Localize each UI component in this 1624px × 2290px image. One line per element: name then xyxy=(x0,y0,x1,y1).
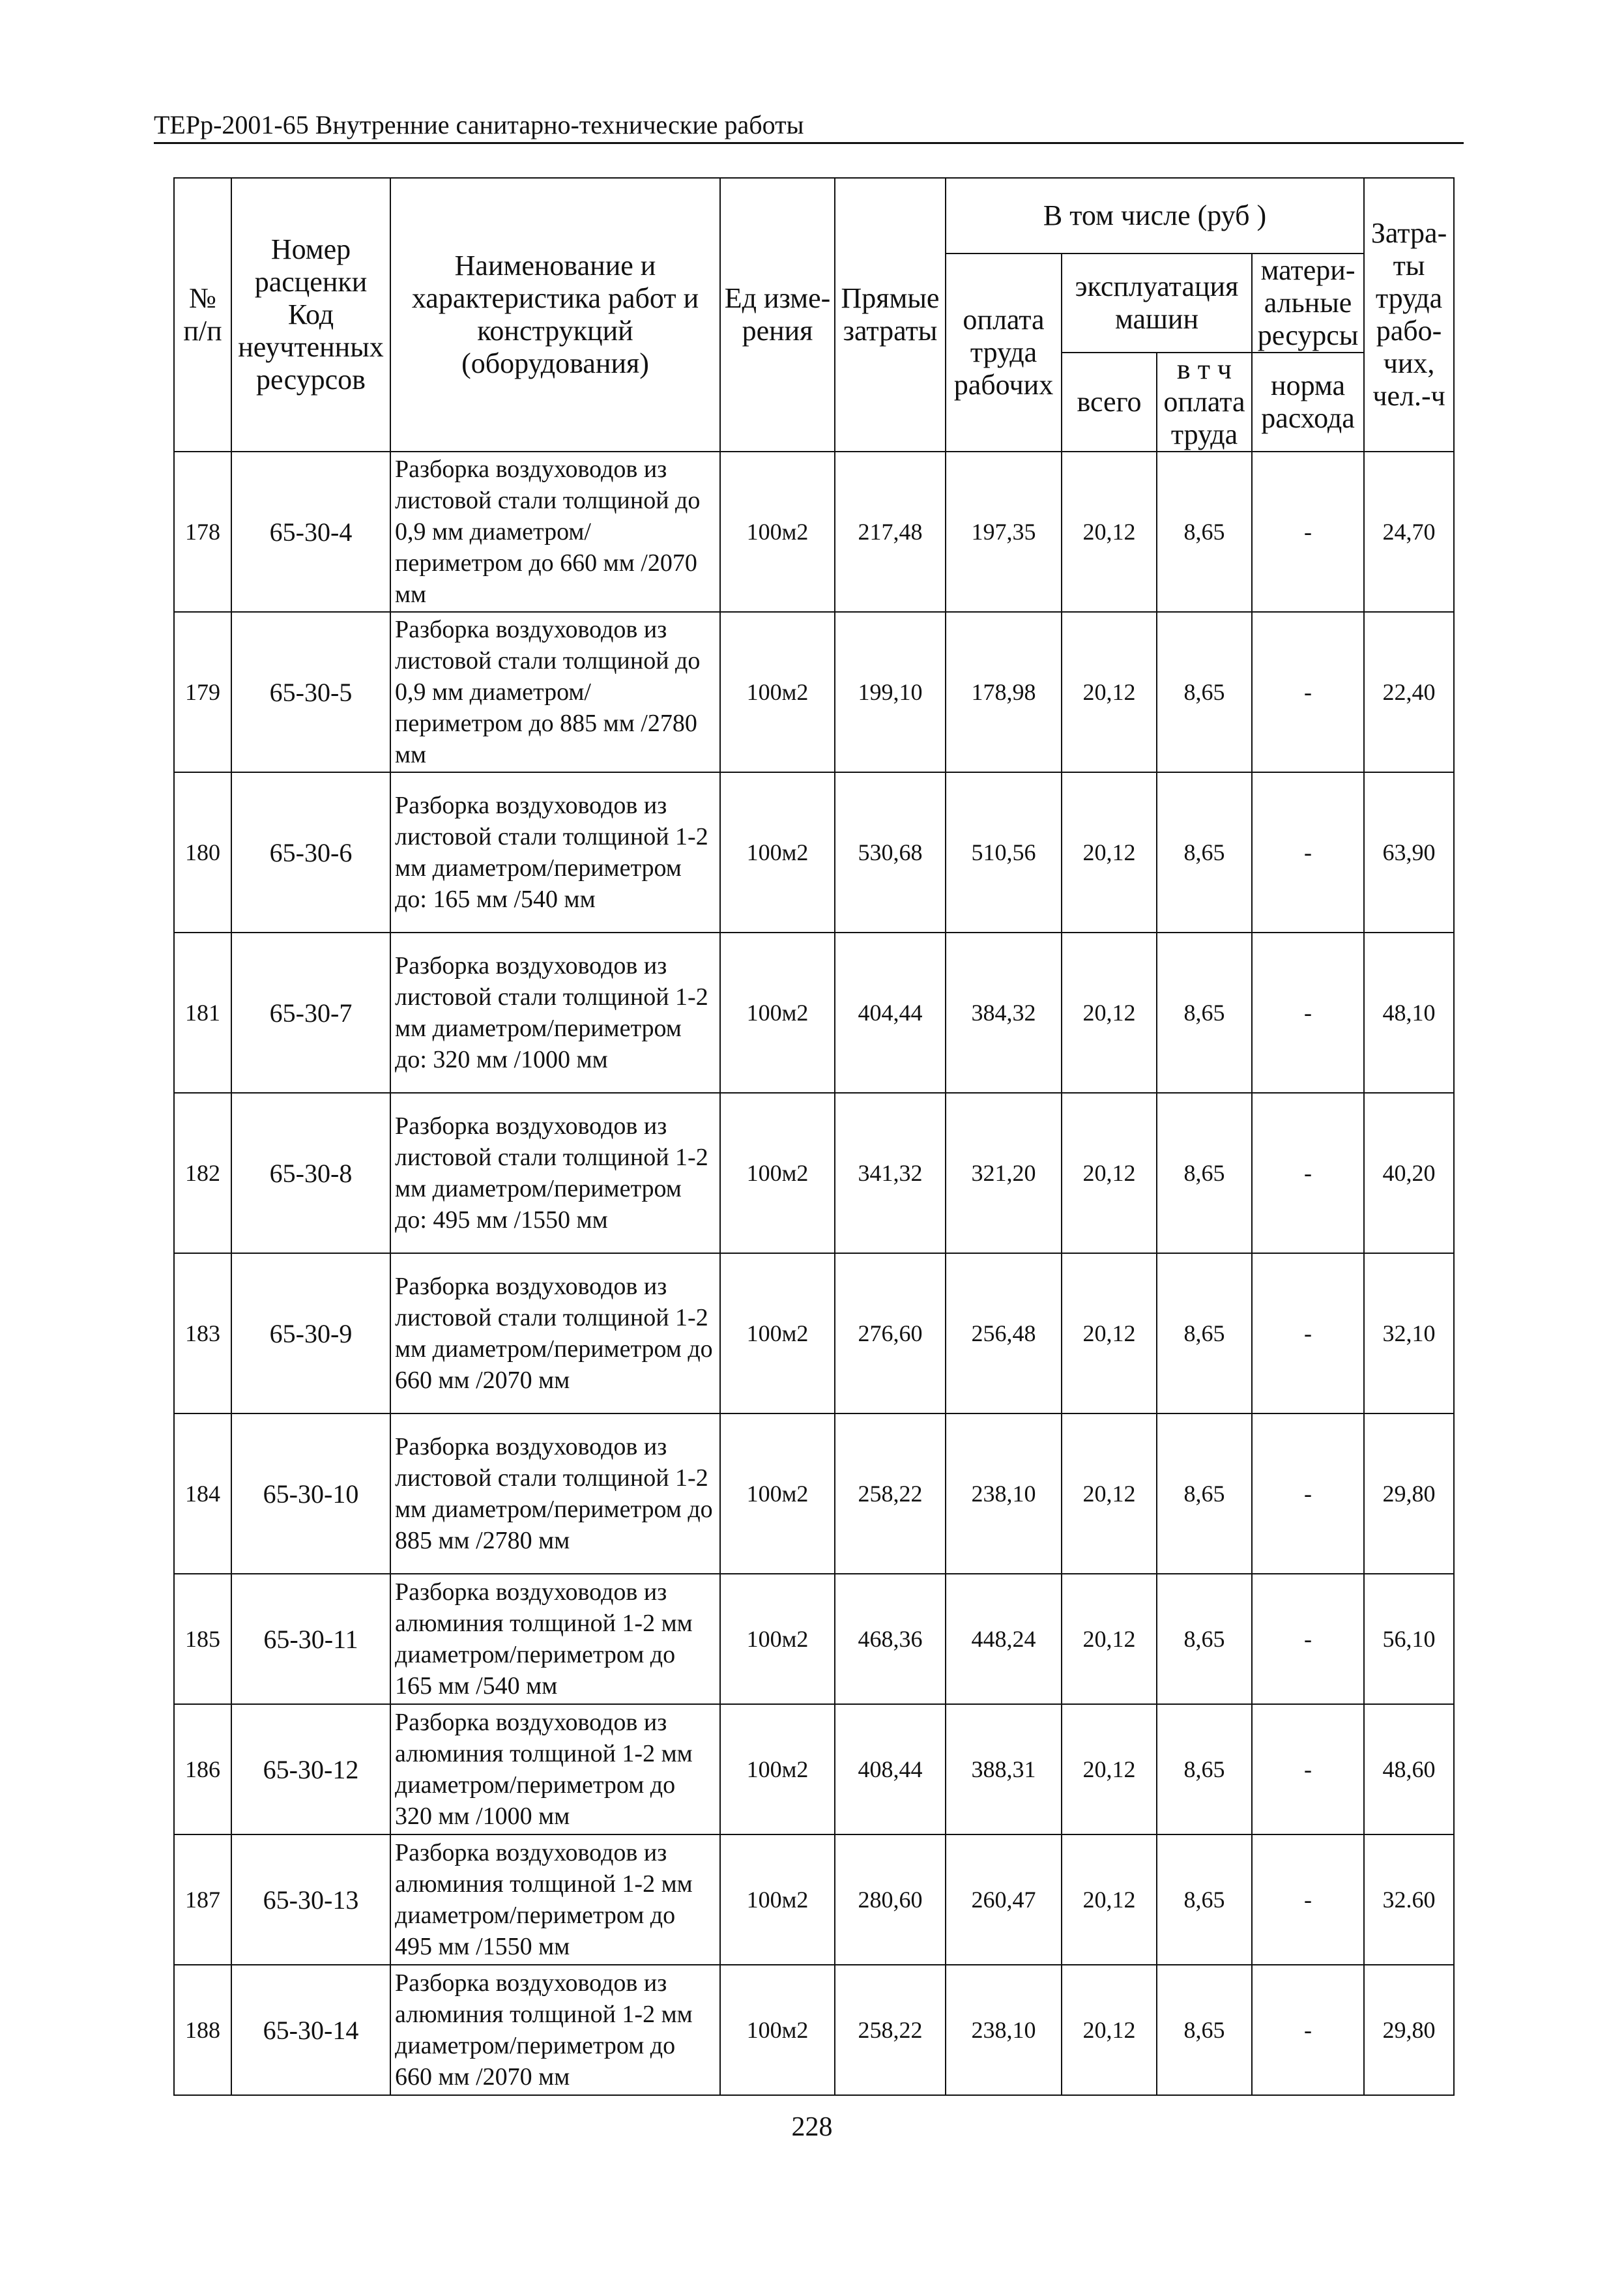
machines-wages: 8,65 xyxy=(1157,772,1252,933)
materials-norm: - xyxy=(1252,933,1364,1093)
machines-total: 20,12 xyxy=(1062,1574,1157,1704)
row-number: 186 xyxy=(174,1704,231,1834)
labor-costs: 29,80 xyxy=(1364,1413,1454,1574)
materials-norm: - xyxy=(1252,612,1364,772)
unit: 100м2 xyxy=(720,933,835,1093)
materials-norm: - xyxy=(1252,772,1364,933)
work-description: Разборка воздуховодов из алюминия толщиной 1-2 мм диаметром/периметром до 660 мм /2070 мм xyxy=(390,1965,720,2095)
col-header-name: Наименование и характеристика работ и конструкций (оборудования) xyxy=(390,178,720,452)
direct-costs: 530,68 xyxy=(835,772,946,933)
direct-costs: 280,60 xyxy=(835,1834,946,1965)
materials-norm: - xyxy=(1252,1574,1364,1704)
rate-code: 65-30-9 xyxy=(231,1253,390,1413)
col-header-machines-total: всего xyxy=(1062,353,1157,452)
row-number: 179 xyxy=(174,612,231,772)
row-number: 181 xyxy=(174,933,231,1093)
direct-costs: 276,60 xyxy=(835,1253,946,1413)
rate-code: 65-30-5 xyxy=(231,612,390,772)
unit: 100м2 xyxy=(720,1704,835,1834)
machines-total: 20,12 xyxy=(1062,772,1157,933)
col-header-wages: оплата труда рабочих xyxy=(946,254,1062,452)
wages: 178,98 xyxy=(946,612,1062,772)
col-header-unit: Ед изме-рения xyxy=(720,178,835,452)
direct-costs: 199,10 xyxy=(835,612,946,772)
materials-norm: - xyxy=(1252,1834,1364,1965)
machines-total: 20,12 xyxy=(1062,1965,1157,2095)
table-body xyxy=(174,452,1454,2095)
wages: 197,35 xyxy=(946,452,1062,612)
materials-norm: - xyxy=(1252,452,1364,612)
machines-wages: 8,65 xyxy=(1157,1834,1252,1965)
wages: 238,10 xyxy=(946,1413,1062,1574)
col-header-materials-norm: норма расхода xyxy=(1252,353,1364,452)
direct-costs: 341,32 xyxy=(835,1093,946,1253)
col-header-num: № п/п xyxy=(174,178,231,452)
table-row xyxy=(174,1965,1454,2095)
row-number: 185 xyxy=(174,1574,231,1704)
work-description: Разборка воздуховодов из алюминия толщиной 1-2 мм диаметром/периметром до 165 мм /540 мм xyxy=(390,1574,720,1704)
labor-costs: 32.60 xyxy=(1364,1834,1454,1965)
table-row xyxy=(174,772,1454,933)
wages: 238,10 xyxy=(946,1965,1062,2095)
work-description: Разборка воздуховодов из листовой стали толщиной 1-2 мм диаметром/периметром до: 320 мм /1000 мм xyxy=(390,933,720,1093)
direct-costs: 468,36 xyxy=(835,1574,946,1704)
labor-costs: 40,20 xyxy=(1364,1093,1454,1253)
col-header-machines: эксплуатация машин xyxy=(1062,254,1252,353)
unit: 100м2 xyxy=(720,1093,835,1253)
materials-norm: - xyxy=(1252,1253,1364,1413)
rate-code: 65-30-11 xyxy=(231,1574,390,1704)
machines-total: 20,12 xyxy=(1062,1704,1157,1834)
page-header-title: ТЕРр-2001-65 Внутренние санитарно-технические работы xyxy=(154,110,804,139)
direct-costs: 217,48 xyxy=(835,452,946,612)
direct-costs: 404,44 xyxy=(835,933,946,1093)
rates-table xyxy=(173,177,1455,2096)
rate-code: 65-30-8 xyxy=(231,1093,390,1253)
materials-norm: - xyxy=(1252,1413,1364,1574)
work-description: Разборка воздуховодов из листовой стали толщиной 1-2 мм диаметром/периметром до 885 мм /2780 мм xyxy=(390,1413,720,1574)
unit: 100м2 xyxy=(720,1253,835,1413)
work-description: Разборка воздуховодов из алюминия толщиной 1-2 мм диаметром/периметром до 495 мм /1550 мм xyxy=(390,1834,720,1965)
machines-total: 20,12 xyxy=(1062,1253,1157,1413)
labor-costs: 24,70 xyxy=(1364,452,1454,612)
work-description: Разборка воздуховодов из алюминия толщиной 1-2 мм диаметром/периметром до 320 мм /1000 мм xyxy=(390,1704,720,1834)
col-header-labor: Затра-ты труда рабо-чих, чел.-ч xyxy=(1364,178,1454,452)
table-row xyxy=(174,612,1454,772)
table-row xyxy=(174,1704,1454,1834)
machines-wages: 8,65 xyxy=(1157,1574,1252,1704)
machines-total: 20,12 xyxy=(1062,1093,1157,1253)
machines-wages: 8,65 xyxy=(1157,1253,1252,1413)
wages: 256,48 xyxy=(946,1253,1062,1413)
machines-wages: 8,65 xyxy=(1157,1413,1252,1574)
machines-total: 20,12 xyxy=(1062,933,1157,1093)
machines-wages: 8,65 xyxy=(1157,452,1252,612)
unit: 100м2 xyxy=(720,612,835,772)
machines-wages: 8,65 xyxy=(1157,612,1252,772)
header-divider xyxy=(154,142,1464,144)
unit: 100м2 xyxy=(720,1965,835,2095)
work-description: Разборка воздуховодов из листовой стали толщиной 1-2 мм диаметром/периметром до 660 мм /2070 мм xyxy=(390,1253,720,1413)
col-header-direct-costs: Прямые затраты xyxy=(835,178,946,452)
row-number: 184 xyxy=(174,1413,231,1574)
unit: 100м2 xyxy=(720,452,835,612)
machines-total: 20,12 xyxy=(1062,452,1157,612)
labor-costs: 22,40 xyxy=(1364,612,1454,772)
rate-code: 65-30-4 xyxy=(231,452,390,612)
machines-total: 20,12 xyxy=(1062,1413,1157,1574)
work-description: Разборка воздуховодов из листовой стали толщиной до 0,9 мм диаметром/периметром до 660 мм /2070 мм xyxy=(390,452,720,612)
materials-norm: - xyxy=(1252,1704,1364,1834)
labor-costs: 48,10 xyxy=(1364,933,1454,1093)
col-header-code: Номер расценки Код неучтенных ресурсов xyxy=(231,178,390,452)
unit: 100м2 xyxy=(720,1413,835,1574)
rate-code: 65-30-7 xyxy=(231,933,390,1093)
wages: 388,31 xyxy=(946,1704,1062,1834)
table-header xyxy=(174,178,1454,452)
machines-wages: 8,65 xyxy=(1157,1704,1252,1834)
wages: 384,32 xyxy=(946,933,1062,1093)
materials-norm: - xyxy=(1252,1093,1364,1253)
col-header-materials: матери-альные ресурсы xyxy=(1252,254,1364,353)
row-number: 188 xyxy=(174,1965,231,2095)
direct-costs: 408,44 xyxy=(835,1704,946,1834)
row-number: 182 xyxy=(174,1093,231,1253)
rate-code: 65-30-12 xyxy=(231,1704,390,1834)
labor-costs: 56,10 xyxy=(1364,1574,1454,1704)
row-number: 183 xyxy=(174,1253,231,1413)
wages: 321,20 xyxy=(946,1093,1062,1253)
table-row xyxy=(174,1093,1454,1253)
wages: 510,56 xyxy=(946,772,1062,933)
labor-costs: 32,10 xyxy=(1364,1253,1454,1413)
page-number: 228 xyxy=(791,2112,833,2142)
labor-costs: 63,90 xyxy=(1364,772,1454,933)
labor-costs: 29,80 xyxy=(1364,1965,1454,2095)
machines-wages: 8,65 xyxy=(1157,933,1252,1093)
work-description: Разборка воздуховодов из листовой стали толщиной до 0,9 мм диаметром/периметром до 885 мм /2780 мм xyxy=(390,612,720,772)
table-row xyxy=(174,1253,1454,1413)
rate-code: 65-30-10 xyxy=(231,1413,390,1574)
materials-norm: - xyxy=(1252,1965,1364,2095)
row-number: 178 xyxy=(174,452,231,612)
table-row xyxy=(174,452,1454,612)
rate-code: 65-30-14 xyxy=(231,1965,390,2095)
row-number: 180 xyxy=(174,772,231,933)
table-row xyxy=(174,1413,1454,1574)
direct-costs: 258,22 xyxy=(835,1965,946,2095)
unit: 100м2 xyxy=(720,1574,835,1704)
work-description: Разборка воздуховодов из листовой стали толщиной 1-2 мм диаметром/периметром до: 165 мм /540 мм xyxy=(390,772,720,933)
direct-costs: 258,22 xyxy=(835,1413,946,1574)
machines-total: 20,12 xyxy=(1062,1834,1157,1965)
unit: 100м2 xyxy=(720,772,835,933)
unit: 100м2 xyxy=(720,1834,835,1965)
table-row xyxy=(174,1834,1454,1965)
machines-wages: 8,65 xyxy=(1157,1093,1252,1253)
machines-total: 20,12 xyxy=(1062,612,1157,772)
table-row xyxy=(174,1574,1454,1704)
col-header-including: В том числе (руб ) xyxy=(946,178,1364,254)
table-row xyxy=(174,933,1454,1093)
wages: 448,24 xyxy=(946,1574,1062,1704)
rate-code: 65-30-6 xyxy=(231,772,390,933)
rate-code: 65-30-13 xyxy=(231,1834,390,1965)
labor-costs: 48,60 xyxy=(1364,1704,1454,1834)
machines-wages: 8,65 xyxy=(1157,1965,1252,2095)
wages: 260,47 xyxy=(946,1834,1062,1965)
work-description: Разборка воздуховодов из листовой стали толщиной 1-2 мм диаметром/периметром до: 495 мм /1550 мм xyxy=(390,1093,720,1253)
row-number: 187 xyxy=(174,1834,231,1965)
col-header-machines-wages: в т ч оплата труда xyxy=(1157,353,1252,452)
